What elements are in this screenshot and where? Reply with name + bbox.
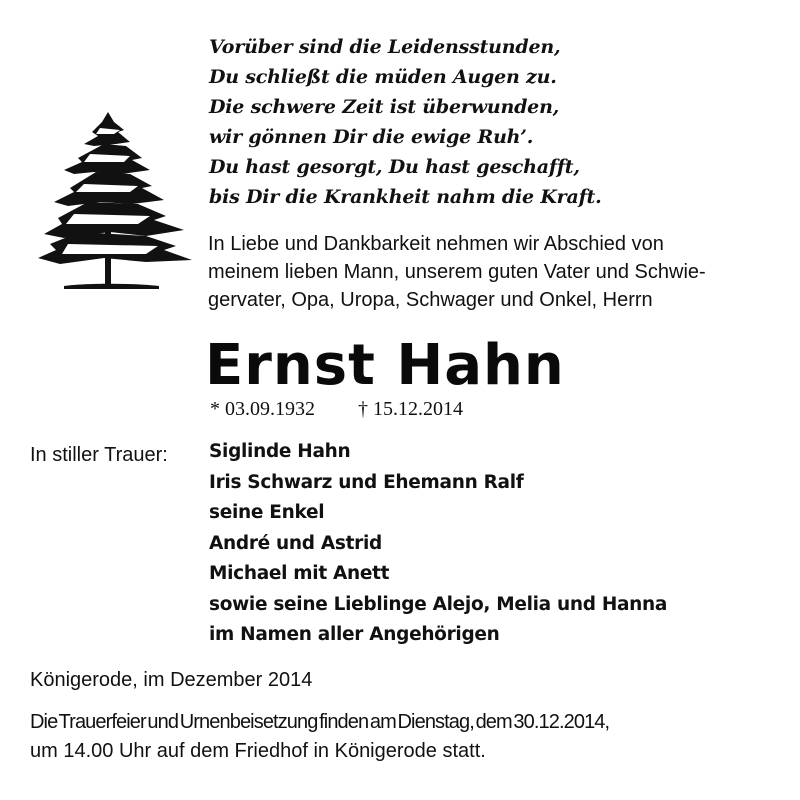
fir-tree-icon [34, 108, 194, 293]
intro-text [208, 230, 773, 314]
intro-line: meinem lieben Mann, unserem guten Vater und Schwie- [208, 261, 706, 283]
death-date: † 15.12.2014 [358, 398, 463, 420]
intro-line: In Liebe und Dankbarkeit nehmen wir Abschied von [208, 233, 664, 255]
mourner-entry: Michael mit Anett [209, 563, 390, 584]
mourner-entry: André und Astrid [209, 532, 382, 554]
poem-line: bis Dir die Krankheit nahm die Kraft. [209, 186, 602, 208]
mourner-entry: Iris Schwarz und Ehemann Ralf [209, 471, 524, 493]
mourner-entry: sowie seine Lieblinge Alejo, Melia und Hanna [209, 593, 668, 615]
mourning-label: In stiller Trauer: [30, 444, 168, 466]
intro-line: gervater, Opa, Uropa, Schwager und Onkel, Herrn [208, 289, 653, 311]
mourners-list [209, 437, 769, 651]
funeral-info [30, 708, 775, 766]
poem-line: Vorüber sind die Leidensstunden, [209, 36, 561, 58]
funeral-info-line: um 14.00 Uhr auf dem Friedhof in Königerode statt. [30, 740, 486, 762]
mourner-entry: Siglinde Hahn [209, 441, 351, 462]
poem [209, 32, 769, 212]
mourner-entry: seine Enkel [209, 502, 325, 523]
poem-line: Du schließt die müden Augen zu. [209, 66, 557, 88]
birth-date: * 03.09.1932 [210, 398, 315, 420]
poem-line: Du hast gesorgt, Du hast geschafft, [209, 156, 580, 178]
mourner-entry: im Namen aller Angehörigen [209, 624, 500, 645]
funeral-info-line: Die Trauerfeier und Urnenbeisetzung finden am Dienstag, dem 30.12.2014, [30, 711, 610, 733]
poem-line: wir gönnen Dir die ewige Ruh’. [209, 126, 534, 148]
life-dates [210, 396, 463, 422]
place-and-date: Königerode, im Dezember 2014 [30, 669, 313, 691]
poem-line: Die schwere Zeit ist überwunden, [209, 96, 560, 118]
deceased-name: Ernst Hahn [205, 333, 565, 398]
